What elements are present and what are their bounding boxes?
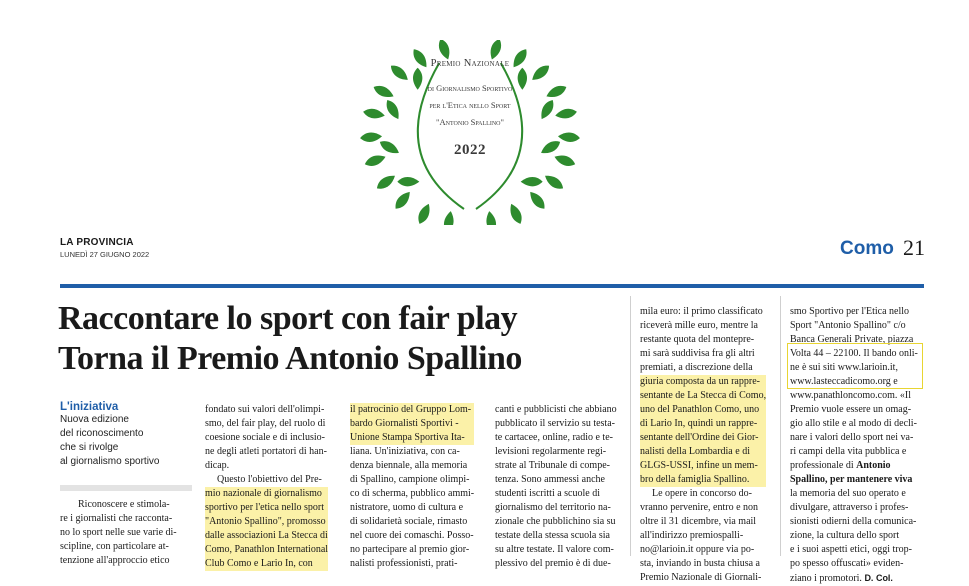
text-line: Sport "Antonio Spallino" c/o	[790, 320, 906, 331]
text-line: Premio Nazionale di Giornali-	[640, 572, 762, 583]
text-line: sentante de La Stecca di Como,	[640, 390, 767, 401]
article-column-5	[640, 305, 766, 585]
kicker-line: che si rivolge	[60, 442, 119, 453]
text-line: dicap.	[205, 460, 230, 471]
emblem-line-3: per l'Etica nello Sport	[429, 100, 511, 110]
bold-name: Antonio	[856, 460, 891, 471]
article-column-2	[205, 403, 328, 571]
headline-line-1: Raccontare lo sport con fair play	[58, 300, 518, 337]
text-line	[790, 473, 918, 487]
text-line: sta, inviando in busta chiusa a	[640, 558, 760, 569]
kicker-line: Nuova edizione	[60, 414, 129, 425]
text-line: te cartacee, online, radio e te-	[495, 432, 613, 443]
column-separator	[780, 296, 781, 556]
text-line: coesione sociale e di inclusio-	[205, 432, 325, 443]
text-line: sportivo per l'etica nello sport	[205, 501, 328, 515]
text-line: oltre il 31 dicembre, via mail	[640, 516, 757, 527]
kicker-line: del riconoscimento	[60, 428, 144, 439]
text-line: no@larioin.it oppure via po-	[640, 544, 755, 555]
section-name: Como	[840, 238, 894, 259]
text-line: Club Como e Lario In, con	[205, 557, 328, 571]
text-line: zione, la cultura dello sport	[790, 530, 900, 541]
text-line: nistratore, uomo di cultura e	[350, 502, 464, 513]
text-line: re i giornalisti che racconta-	[60, 513, 173, 524]
text-segment: ziano i promotori.	[790, 573, 862, 584]
emblem-year: 2022	[454, 142, 486, 158]
text-line: scipline, con particolare at-	[60, 541, 169, 552]
header-rule	[60, 284, 924, 288]
text-line: canti e pubblicisti che abbiano	[495, 404, 617, 415]
text-line: di Lario In, quindi un rappre-	[640, 417, 766, 431]
page-number: 21	[903, 235, 925, 260]
text-line: Premio vuole essere un omag-	[790, 404, 912, 415]
text-line: vranno pervenire, entro e non	[640, 502, 759, 513]
text-line: nalisti della Lombardia e di	[640, 445, 766, 459]
text-line: www.lasteccadicomo.org e	[790, 376, 898, 387]
text-line: smo Sportivo per l'Etica nello	[790, 306, 910, 317]
text-segment: professionale di	[790, 460, 854, 471]
column-separator	[630, 296, 631, 556]
laurel-leaf-left-7	[374, 172, 397, 192]
text-line: zionale che pubblichino sia su	[495, 516, 616, 527]
text-line: pubblicato il servizio su testa-	[495, 418, 615, 429]
text-segment: Spallino, per mantenere viva	[790, 474, 913, 485]
text-line: ne è sui siti www.larioin.it,	[790, 362, 898, 373]
text-line: Volta 44 – 22100. Il bando onli-	[790, 348, 918, 359]
text-line: Le opere in concorso do-	[652, 488, 752, 499]
text-line: all'indirizzo premiospalli-	[640, 530, 744, 541]
text-line: levisioni regolarmente regi-	[495, 446, 607, 457]
kicker-divider	[60, 485, 192, 491]
text-line	[790, 459, 918, 473]
text-line: Riconoscere e stimola-	[78, 499, 170, 510]
laurel-leaf-left-inner-8	[397, 177, 419, 186]
laurel-leaf-left-5	[360, 132, 382, 143]
text-line: Unione Stampa Sportiva Ita-	[350, 431, 474, 445]
text-line: Como, Panathlon International	[205, 544, 329, 555]
text-line: nalisti professionisti, prati-	[350, 558, 458, 569]
laurel-leaf-right-10	[485, 210, 498, 225]
text-line: testate della stessa scuola sia	[495, 530, 610, 541]
text-line: restante quota del montepre-	[640, 334, 755, 345]
text-line: riceverà mille euro, mentre la	[640, 320, 758, 331]
author-signature: D. Col.	[864, 573, 893, 583]
text-line: no lo sport nelle sue varie di-	[60, 527, 177, 538]
article-column-4	[495, 403, 617, 571]
newspaper-name: LA PROVINCIA	[60, 237, 134, 248]
text-line: giornalismo del territorio na-	[495, 502, 611, 513]
text-line: plessivo del premio è di due-	[495, 558, 611, 569]
text-line: la memoria del suo operato e	[790, 488, 906, 499]
laurel-leaf-left-10	[442, 210, 455, 225]
laurel-leaf-left-3	[372, 83, 396, 101]
text-line: di Spallino, campione olimpi-	[350, 474, 470, 485]
text-line: bardo Giornalisti Sportivi -	[350, 417, 474, 431]
text-line: premiati, a discrezione della	[640, 362, 753, 373]
laurel-leaf-right-6	[553, 152, 577, 168]
text-line: dalle associazioni La Stecca di	[205, 530, 328, 541]
text-line: gio allo stile e al modo di decli-	[790, 418, 917, 429]
text-line: uno del Panathlon Como, uno	[640, 403, 766, 417]
text-line: e i suoi aspetti etici, oggi trop-	[790, 544, 912, 555]
text-line: www.panathloncomo.com. «Il	[790, 390, 911, 401]
text-line: bro della famiglia Spallino.	[640, 473, 766, 487]
text-line: "Antonio Spallino", promosso	[205, 515, 328, 529]
laurel-leaf-right-5	[558, 132, 580, 143]
laurel-leaf-right-7	[542, 172, 565, 192]
text-line: mi sarà suddivisa fra gli altri	[640, 348, 755, 359]
text-line: smo, del fair play, del ruolo di	[205, 418, 326, 429]
emblem-line-2: di Giornalismo Sportivo	[427, 83, 513, 93]
laurel-leaf-right-inner-8	[521, 177, 543, 186]
text-line: tenzione all'approccio etico	[60, 555, 170, 566]
laurel-leaf-left-4	[362, 107, 385, 120]
text-line: tenza. Sono ammessi anche	[495, 474, 605, 485]
text-line: giuria composta da un rappre-	[640, 375, 766, 389]
laurel-leaf-left-6	[363, 152, 387, 168]
text-line: ne degli atleti portatori di han-	[205, 446, 327, 457]
text-line: denza biennale, alla memoria	[350, 460, 468, 471]
text-line: sentante dell'Ordine dei Gior-	[640, 431, 766, 445]
url-highlight-box	[787, 343, 923, 389]
kicker-line: al giornalismo sportivo	[60, 456, 160, 467]
text-line: il patrocinio del Gruppo Lom-	[350, 403, 474, 417]
text-line: Banca Generali Private, piazza	[790, 334, 914, 345]
text-line: su altre testate. Il valore com-	[495, 544, 614, 555]
text-line: nel cuore dei comaschi. Posso-	[350, 530, 474, 541]
laurel-leaf-left-9	[415, 202, 433, 225]
text-line: di solidarietà sociale, rimasto	[350, 516, 468, 527]
text-line: sionisti odierni della comunica-	[790, 516, 917, 527]
emblem-line-4: "Antonio Spallino"	[436, 117, 504, 127]
text-line: divulgare, attraverso i profes-	[790, 502, 909, 513]
text-line: studenti iscritti a scuole di	[495, 488, 600, 499]
laurel-leaf-right-3	[544, 83, 568, 101]
emblem-line-1: Premio Nazionale	[430, 58, 510, 69]
text-line: no partecipare al premio gior-	[350, 544, 470, 555]
text-line: strate al Tribunale di compe-	[495, 460, 610, 471]
laurel-leaf-right-9	[507, 202, 525, 225]
text-line: fondato sui valori dell'olimpi-	[205, 404, 325, 415]
text-line: co di scherma, pubblico ammi-	[350, 488, 475, 499]
text-line	[790, 571, 918, 585]
text-line: liana. Un'iniziativa, con ca-	[350, 446, 460, 457]
text-line: GLGS-USSI, infine un mem-	[640, 459, 766, 473]
article-column-3	[350, 403, 474, 571]
kicker-label: L'iniziativa	[60, 401, 119, 413]
headline-line-2: Torna il Premio Antonio Spallino	[58, 340, 522, 377]
laurel-leaf-left-8	[392, 189, 413, 212]
text-line: po spesso offuscati» eviden-	[790, 558, 904, 569]
text-line: Questo l'obiettivo del Pre-	[217, 474, 322, 485]
text-line: mio nazionale di giornalismo	[205, 487, 328, 501]
laurel-leaf-right-8	[527, 189, 548, 212]
text-line: ri campi della vita pubblica e	[790, 446, 907, 457]
article-column-1	[60, 498, 177, 568]
text-line: mila euro: il primo classificato	[640, 306, 763, 317]
publication-date: LUNEDÌ 27 GIUGNO 2022	[60, 250, 150, 259]
laurel-leaf-right-4	[554, 107, 577, 120]
text-line: nare i valori dello sport nei va-	[790, 432, 914, 443]
